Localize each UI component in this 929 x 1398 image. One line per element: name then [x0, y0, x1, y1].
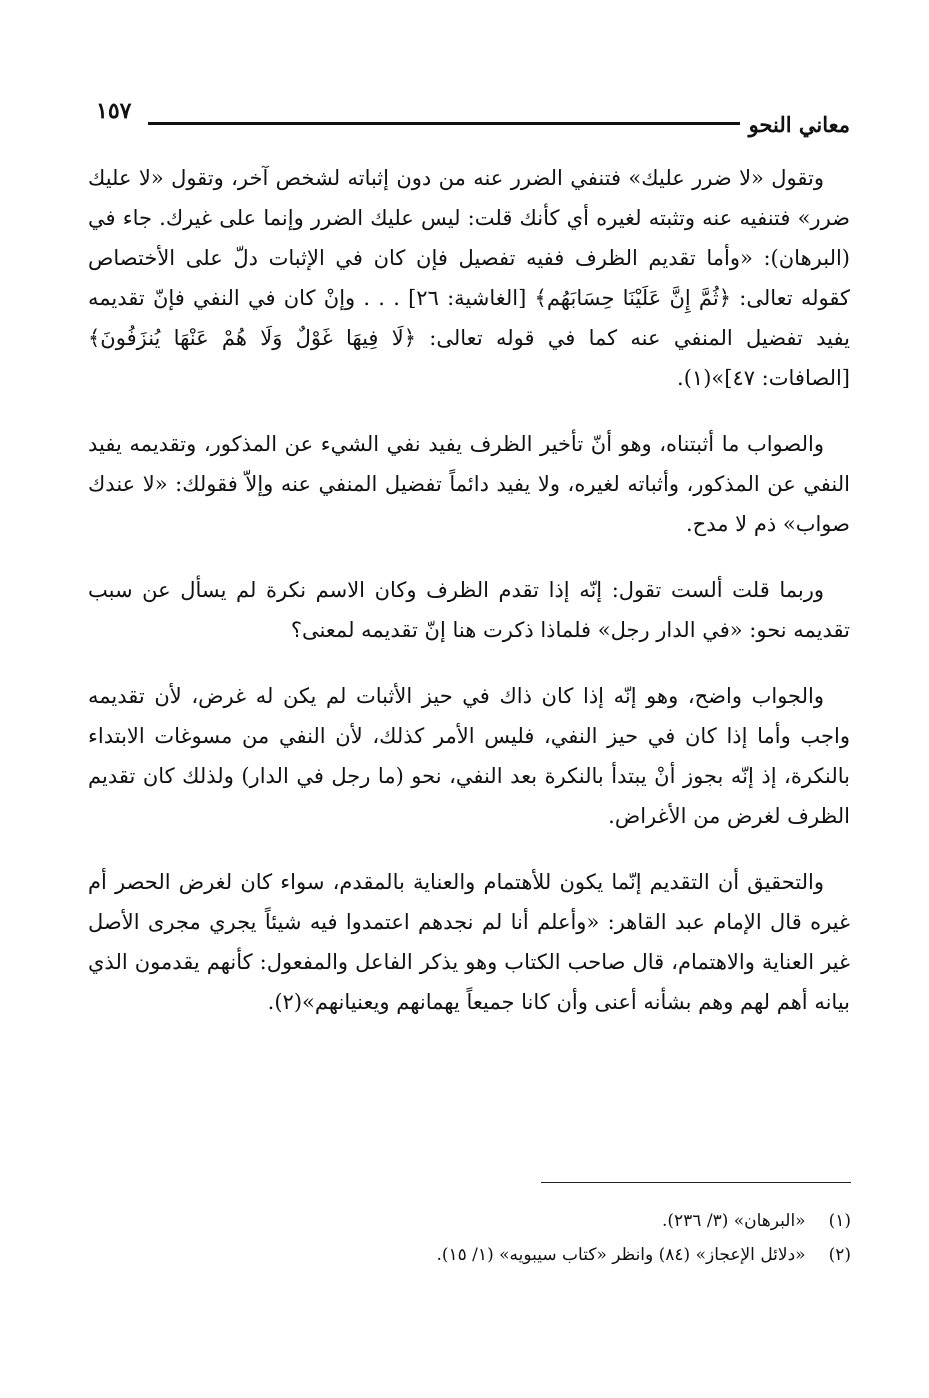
- paragraph: والتحقيق أن التقديم إنّما يكون للأهتمام والعناية بالمقدم، سواء كان لغرض الحصر أم غيره قال الإمام عبد القاهر: «وأعلم أنا لم نجدهم اعتمدوا فيه شيئاً يجري مجرى الأصل غير العناية والاهتمام، قال صاحب الكتاب وهو يذكر الفاعل والمفعول: كأنهم يقدمون الذي بيانه أهم لهم وهم بشأنه أعنى وأن كانا جميعاً يهمانهم ويعنيانهم»(٢).: [88, 870, 850, 1014]
- footnote-separator: [541, 1182, 851, 1183]
- footnote-number: (١): [828, 1211, 851, 1231]
- paragraph: والصواب ما أثبتناه، وهو أنّ تأخير الظرف يفيد نفي الشيء عن المذكور، وتقديمه يفيد النفي عن المذكور، وأثباته لغيره، ولا يفيد دائماً تفضيل المنفي عنه وإلاّ فقولك: «لا عندك صواب» ذم لا مدح.: [88, 432, 850, 536]
- footnote-number: (٢): [828, 1245, 851, 1265]
- book-title: معاني النحو: [748, 112, 850, 137]
- footnotes: [251, 1204, 851, 1272]
- footnote-text: «البرهان» (٣/ ٢٣٦).: [661, 1211, 806, 1231]
- footnote-item: [251, 1238, 851, 1272]
- header-rule: [148, 122, 740, 125]
- paragraph: والجواب واضح، وهو إنّه إذا كان ذاك في حيز الأثبات لم يكن له غرض، لأن تقديمه واجب وأما إذا كان في حيز النفي، فليس الأمر كذلك، لأن النفي من مسوغات الابتداء بالنكرة، إذ إنّه بجوز أنْ يبتدأ بالنكرة بعد النفي، نحو (ما رجل في الدار) ولذلك كان تقديم الظرف لغرض من الأغراض.: [88, 684, 850, 828]
- page-header: [96, 92, 850, 142]
- footnote-text: «دلائل الإعجاز» (٨٤) وانظر «كتاب سيبويه» (١/ ١٥).: [436, 1245, 806, 1265]
- footnote-item: [251, 1204, 851, 1238]
- page-number: ١٥٧: [96, 98, 132, 124]
- body-text: [88, 158, 850, 1048]
- paragraph: وتقول «لا ضرر عليك» فتنفي الضرر عنه من دون إثباته لشخص آخر، وتقول «لا عليك ضرر» فتنفيه عنه وتثبته لغيره أي كأنك قلت: ليس عليك الضرر وإنما على غيرك. جاء في (البرهان): «وأما تقديم الظرف ففيه تفصيل فإن كان في الإثبات دلّ على الأختصاص كقوله تعالى: ﴿ثُمَّ إِنَّ عَلَيْنَا حِسَابَهُم﴾ [الغاشية: ٢٦] . . . وإنْ كان في النفي فإنّ تقديمه يفيد تفضيل المنفي عنه كما في قوله تعالى: ﴿لَا فِيهَا غَوْلٌ وَلَا هُمْ عَنْهَا يُنزَفُونَ﴾ [الصافات: ٤٧]»(١).: [88, 166, 850, 390]
- paragraph: وربما قلت ألست تقول: إنّه إذا تقدم الظرف وكان الاسم نكرة لم يسأل عن سبب تقديمه نحو: «في الدار رجل» فلماذا ذكرت هنا إنّ تقديمه لمعنى؟: [88, 578, 850, 642]
